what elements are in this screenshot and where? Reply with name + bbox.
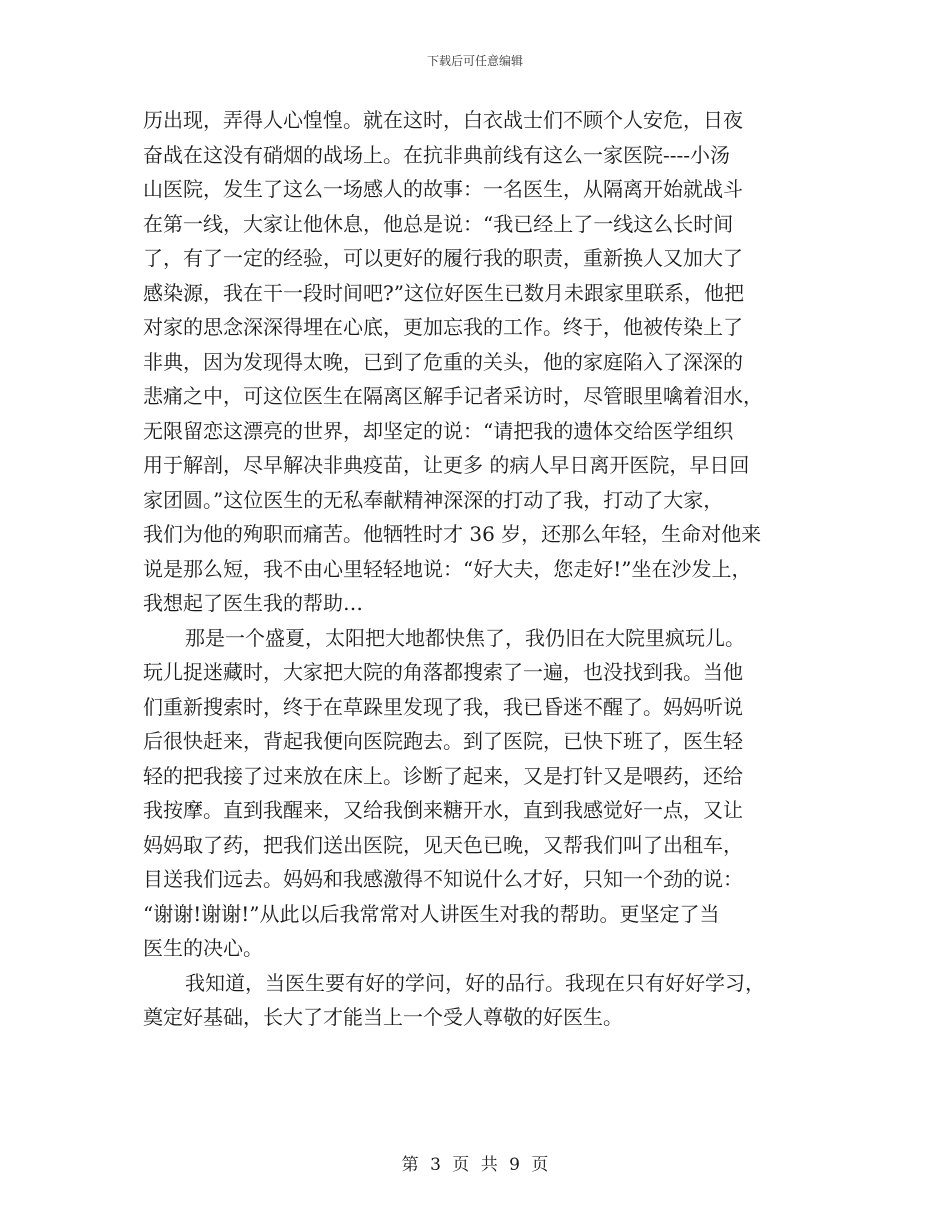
text-line: 奋战在这没有硝烟的战场上。在抗非典前线有这么一家医院----小汤 xyxy=(143,142,731,167)
text-line: 对家的思念深深得埋在心底，更加忘我的工作。终于，他被传染上了 xyxy=(143,315,743,339)
text-line: 我们为他的殉职而痛苦。他牺牲时才 36 岁，还那么年轻，生命对他来 xyxy=(143,522,762,546)
text-line: 在第一线，大家让他休息，他总是说：“我已经上了一线这么长时间 xyxy=(143,211,734,236)
text-line: 无限留恋这漂亮的世界，却坚定的说：“请把我的遗体交给医学组织 xyxy=(143,418,734,443)
text-line: 说是那么短，我不由心里轻轻地说：“好大夫，您走好!”坐在沙发上， xyxy=(143,556,752,581)
page-number: 第 3 页 共 9 页 xyxy=(401,1155,549,1175)
text-line: 后很快赶来，背起我便向医院跑去。到了医院，已快下班了，医生轻 xyxy=(143,729,743,753)
text-line: 非典，因为发现得太晚，已到了危重的关头，他的家庭陷入了深深的 xyxy=(143,349,743,374)
text-line: 们重新搜索时，终于在草跺里发现了我，我已昏迷不醒了。妈妈听说 xyxy=(143,694,743,719)
text-line: 历出现，弄得人心惶惶。就在这时，白衣战士们不顾个人安危，日夜 xyxy=(143,108,743,132)
text-line: 山医院，发生了这么一场感人的故事：一名医生，从隔离开始就战斗 xyxy=(143,177,743,201)
text-line: 轻的把我接了过来放在床上。诊断了起来，又是打针又是喂药，还给 xyxy=(143,763,743,788)
text-line: 玩儿捉迷藏时，大家把大院的角落都搜索了一遍，也没找到我。当他 xyxy=(143,660,743,684)
text-line: 家团圆。”这位医生的无私奉献精神深深的打动了我，打动了大家， xyxy=(143,487,724,512)
text-line: 了，有了一定的经验，可以更好的履行我的职责，重新换人又加大了 xyxy=(143,246,743,270)
text-line: 感染源，我在干一段时间吧?”这位好医生已数月未跟家里联系，他把 xyxy=(143,280,744,305)
text-line: 我按摩。直到我醒来，又给我倒来糖开水，直到我感觉好一点，又让 xyxy=(143,798,743,822)
text-line: 奠定好基础，长大了才能当上一个受人尊敬的好医生。 xyxy=(143,1005,623,1029)
text-line: 用于解剖，尽早解决非典疫苗，让更多 的病人早日离开医院，早日回 xyxy=(143,453,750,477)
text-line: 医生的决心。 xyxy=(143,936,263,960)
text-line: 我想起了医生我的帮助… xyxy=(143,591,363,615)
text-line: 妈妈取了药，把我们送出医院，见天色已晚，又帮我们叫了出租车， xyxy=(143,832,743,857)
text-line: 目送我们远去。妈妈和我感激得不知说什么才好，只知一个劲的说： xyxy=(143,867,743,891)
document-body xyxy=(143,103,818,1035)
text-line: “谢谢!谢谢!”从此以后我常常对人讲医生对我的帮助。更坚定了当 xyxy=(143,901,720,926)
text-line: 那是一个盛夏，太阳把大地都快焦了，我仍旧在大院里疯玩儿。 xyxy=(185,625,745,650)
text-line: 悲痛之中，可这位医生在隔离区解手记者采访时，尽管眼里噙着泪水， xyxy=(143,384,763,408)
text-line: 我知道，当医生要有好的学问，好的品行。我现在只有好好学习， xyxy=(185,970,765,995)
page-header: 下载后可任意编辑 xyxy=(426,54,523,68)
